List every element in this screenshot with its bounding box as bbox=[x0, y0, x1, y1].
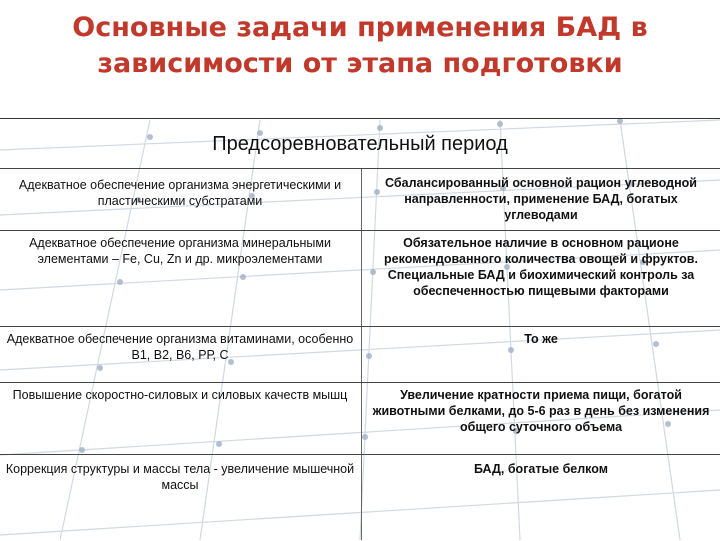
row-4-measure: Увеличение кратности приема пищи, богатой животными белками, до 5-6 раз в день без изменения общего суточного объема bbox=[372, 388, 710, 434]
row-2-measure: Обязательное наличие в основном рационе рекомендованного количества овощей и фруктов. Специальные БАД и биохимический контроль за обеспеченностью пищевыми факторами bbox=[384, 236, 698, 298]
row-1-measure: Сбалансированный основной рацион углеводной направленности, применение БАД, богатых углеводами bbox=[385, 176, 697, 222]
title-line-1: Основные задачи применения БАД в bbox=[72, 12, 648, 43]
period-header bbox=[0, 118, 720, 169]
row-2-task: Адекватное обеспечение организма минеральными элементами – Fe, Cu, Zn и др. микроэлементами bbox=[29, 236, 331, 266]
row-3-measure: То же bbox=[524, 332, 558, 346]
row-5-task: Коррекция структуры и массы тела - увеличение мышечной массы bbox=[5, 462, 355, 492]
table-row bbox=[0, 230, 720, 327]
period-header-label: Предсоревновательный период bbox=[212, 132, 508, 155]
slide-title bbox=[0, 10, 720, 82]
table-row bbox=[0, 382, 720, 455]
table-row bbox=[0, 454, 720, 541]
row-1-task: Адекватное обеспечение организма энергетическими и пластическими субстратами bbox=[18, 178, 342, 208]
title-line-2: зависимости от этапа подготовки bbox=[97, 48, 623, 79]
row-4-task: Повышение скоростно-силовых и силовых качеств мышц bbox=[12, 388, 348, 402]
table-row bbox=[0, 168, 720, 231]
tasks-table bbox=[0, 118, 720, 540]
row-5-measure: БАД, богатые белком bbox=[473, 462, 608, 476]
table-row bbox=[0, 326, 720, 383]
row-3-task: Адекватное обеспечение организма витаминами, особенно В1, В2, В6, РР, С bbox=[6, 332, 354, 362]
